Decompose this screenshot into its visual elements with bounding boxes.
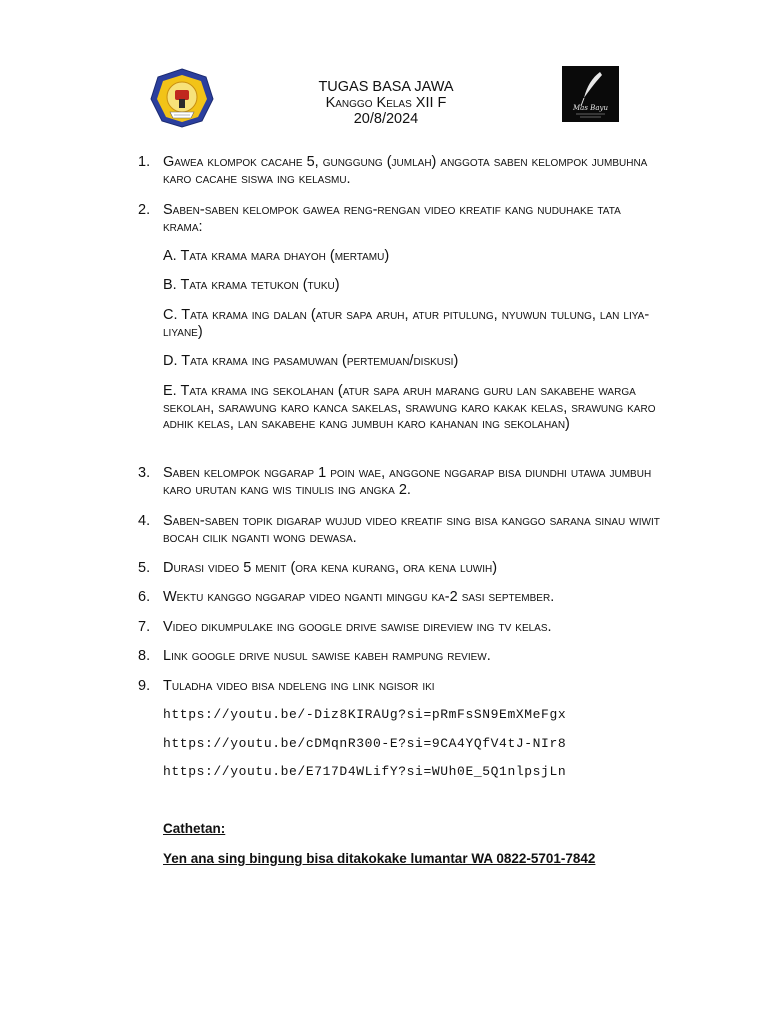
list-number: 9. <box>138 678 151 694</box>
feather-logo-icon <box>562 66 619 122</box>
list-number: 3. <box>138 465 151 481</box>
list-item <box>138 678 663 695</box>
youtube-link[interactable]: https://youtu.be/-Diz8KIRAUg?si=pRmFsSN9EmXMeFgx <box>163 707 567 722</box>
note-text: Yen ana sing bingung bisa ditakokake lumantar WA 0822-5701-7842 <box>163 851 596 866</box>
document-subtitle: Kanggo Kelas XII F <box>325 95 447 111</box>
list-number: 6. <box>138 589 151 605</box>
sub-item: D. Tata krama ing pasamuwan (pertemuan/diskusi) <box>163 353 459 369</box>
list-text: Tuladha video bisa ndeleng ing link ngisor iki <box>163 678 435 694</box>
list-item <box>138 619 663 636</box>
list-item <box>138 513 663 546</box>
school-logo-icon <box>150 68 214 128</box>
list-item <box>138 648 663 665</box>
list-number: 7. <box>138 619 151 635</box>
list-text: Saben-saben topik digarap wujud video kreatif sing bisa kanggo sarana sinau wiwit bocah cilik nganti wong dewasa. <box>163 513 660 546</box>
list-number: 4. <box>138 513 151 529</box>
list-number: 1. <box>138 154 151 170</box>
document-date: 20/8/2024 <box>353 111 419 127</box>
sub-item: C. Tata krama ing dalan (atur sapa aruh, atur pitulung, nyuwun tulung, lan liya-liyane) <box>163 307 650 340</box>
youtube-link[interactable]: https://youtu.be/cDMqnR300-E?si=9CA4YQfV4tJ-NIr8 <box>163 736 567 751</box>
list-text: Wektu kanggo nggarap video nganti minggu ka-2 sasi september. <box>163 589 555 605</box>
list-text: Durasi video 5 menit (ora kena kurang, ora kena luwih) <box>163 560 498 576</box>
sub-item: B. Tata krama tetukon (tuku) <box>163 277 340 293</box>
list-text: Link google drive nusul sawise kabeh rampung review. <box>163 648 491 664</box>
list-item <box>138 202 663 235</box>
list-item <box>138 154 663 187</box>
list-number: 2. <box>138 202 151 218</box>
list-number: 5. <box>138 560 151 576</box>
list-number: 8. <box>138 648 151 664</box>
list-text: Saben kelompok nggarap 1 poin wae, anggone nggarap bisa diundhi utawa jumbuh karo urutan kang wis tinulis ing angka 2. <box>163 465 652 498</box>
sub-item: A. Tata krama mara dhayoh (mertamu) <box>163 248 390 264</box>
list-item <box>138 560 663 577</box>
logo-script-text: Mas Bayu <box>573 104 608 112</box>
document-title: TUGAS BASA JAWA <box>318 79 454 95</box>
list-text: Saben-saben kelompok gawea reng-rengan video kreatif kang nuduhake tata krama: <box>163 202 621 235</box>
youtube-link[interactable]: https://youtu.be/E717D4WLifY?si=WUh0E_5Q1nlpsjLn <box>163 764 567 779</box>
note-heading: Cathetan: <box>163 821 226 836</box>
sub-item: E. Tata krama ing sekolahan (atur sapa aruh marang guru lan sakabehe warga sekolah, sarawung karo kanca sakelas, srawung karo kakak kelas, srawung karo adhik kelas, lan sakabehe kang jumbuh karo kahanan ing sekolahan) <box>163 383 656 432</box>
list-item <box>138 465 663 498</box>
list-text: Video dikumpulake ing google drive sawise direview ing tv kelas. <box>163 619 552 635</box>
document-header <box>258 79 514 127</box>
list-item <box>138 589 663 606</box>
list-text: Gawea klompok cacahe 5, gunggung (jumlah) anggota saben kelompok jumbuhna karo cacahe siswa ing kelasmu. <box>163 154 648 187</box>
